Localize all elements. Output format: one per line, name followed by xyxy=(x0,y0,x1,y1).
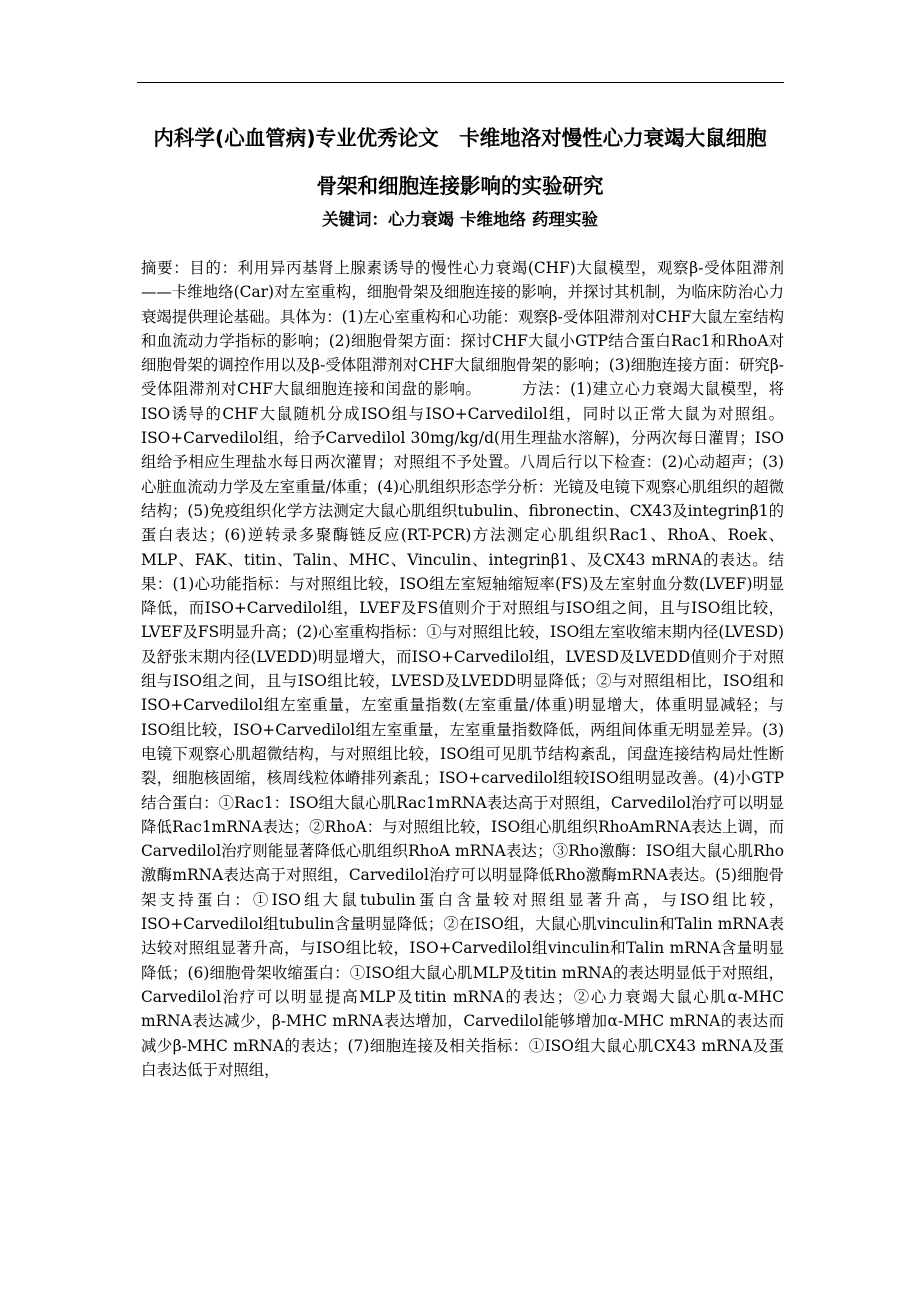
keyword-item: 药理实验 xyxy=(532,210,598,229)
page-title xyxy=(130,114,790,210)
keywords xyxy=(130,204,790,236)
abstract-methods-results: 方法：(1)建立心力衰竭大鼠模型，将ISO诱导的CHF大鼠随机分成ISO组与ISO+Carvedilol组，同时以正常大鼠为对照组。ISO+Carvedilol组，给予Carvedilol 30mg/kg/d(用生理盐水溶解)，分两次每日灌胃；ISO组给予相应生理盐水每日两次灌胃；对照组不予处置。八周后行以下检查：(2)心动超声；(3)心脏血流动力学及左室重量/体重；(4)心肌组织形态学分析：光镜及电镜下观察心肌组织的超微结构；(5)免疫组织化学方法测定大鼠心肌组织tubulin、fibronectin、CX43及integrinβ1的蛋白表达；(6)逆转录多聚酶链反应(RT-PCR)方法测定心肌组织Rac1、RhoA、Roek、MLP、FAK、titin、Talin、MHC、Vinculin、integrinβ1、及CX43 mRNA的表达。结果：(1)心功能指标：与对照组比较，ISO组左室短轴缩短率(FS)及左室射血分数(LVEF)明显降低，而ISO+Carvedilol组，LVEF及FS值则介于对照组与ISO组之间，且与ISO组比较，LVEF及FS明显升高；(2)心室重构指标：①与对照组比较，ISO组左室收缩末期内径(LVESD)及舒张末期内径(LVEDD)明显增大，而ISO+Carvedilol组，LVESD及LVEDD值则介于对照组与ISO组之间，且与ISO组比较，LVESD及LVEDD明显降低；②与对照组相比，ISO组和ISO+Carvedilol组左室重量，左室重量指数(左室重量/体重)明显增大，体重明显减轻；与ISO组比较，ISO+Carvedilol组左室重量，左室重量指数降低，两组间体重无明显差异。(3)电镜下观察心肌超微结构，与对照组比较，ISO组可见肌节结构紊乱，闰盘连接结构局灶性断裂，细胞核固缩，核周线粒体嵴排列紊乱；ISO+carvedilol组较ISO组明显改善。(4)小GTP结合蛋白：①Rac1：ISO组大鼠心肌Rac1mRNA表达高于对照组，Carvedilol治疗可以明显降低Rac1mRNA表达；②RhoA：与对照组比较，ISO组心肌组织RhoAmRNA表达上调，而Carvedilol治疗则能显著降低心肌组织RhoA mRNA表达；③Rho激酶：ISO组大鼠心肌Rho激酶mRNA表达高于对照组，Carvedilol治疗可以明显降低Rho激酶mRNA表达。(5)细胞骨架支持蛋白：①ISO组大鼠tubulin蛋白含量较对照组显著升高，与ISO组比较，ISO+Carvedilol组tubulin含量明显降低；②在ISO组，大鼠心肌vinculin和Talin mRNA表达较对照组显著升高，与ISO组比较，ISO+Carvedilol组vinculin和Talin mRNA含量明显降低；(6)细胞骨架收缩蛋白：①ISO组大鼠心肌MLP及titin mRNA的表达明显低于对照组，Carvedilol治疗可以明显提高MLP及titin mRNA的表达；②心力衰竭大鼠心肌α-MHC mRNA表达减少，β-MHC mRNA表达增加，Carvedilol能够增加α-MHC mRNA的表达而减少β-MHC mRNA的表达；(7)细胞连接及相关指标：①ISO组大鼠心肌CX43 mRNA及蛋白表达低于对照组， xyxy=(141,380,784,1079)
keyword-item: 卡维地络 xyxy=(460,210,526,229)
title-line-2: 骨架和细胞连接影响的实验研究 xyxy=(316,174,604,198)
keyword-item: 心力衰竭 xyxy=(388,210,454,229)
title-line-1: 内科学(心血管病)专业优秀论文 卡维地洛对慢性心力衰竭大鼠细胞 xyxy=(153,126,767,150)
header-rule xyxy=(137,82,784,83)
abstract-body xyxy=(141,256,784,1082)
abstract-objective: 摘要：目的：利用异丙基肾上腺素诱导的慢性心力衰竭(CHF)大鼠模型，观察β-受体阻滞剂——卡维地络(Car)对左室重构，细胞骨架及细胞连接的影响，并探讨其机制，为临床防治心力衰竭提供理论基础。具体为：(1)左心室重构和心功能：观察β-受体阻滞剂对CHF大鼠左室结构和血流动力学指标的影响；(2)细胞骨架方面：探讨CHF大鼠小GTP结合蛋白Rac1和RhoA对细胞骨架的调控作用以及β-受体阻滞剂对CHF大鼠细胞骨架的影响；(3)细胞连接方面：研究β-受体阻滞剂对CHF大鼠细胞连接和闰盘的影响。 xyxy=(141,259,784,399)
keywords-label: 关键词： xyxy=(322,210,388,229)
